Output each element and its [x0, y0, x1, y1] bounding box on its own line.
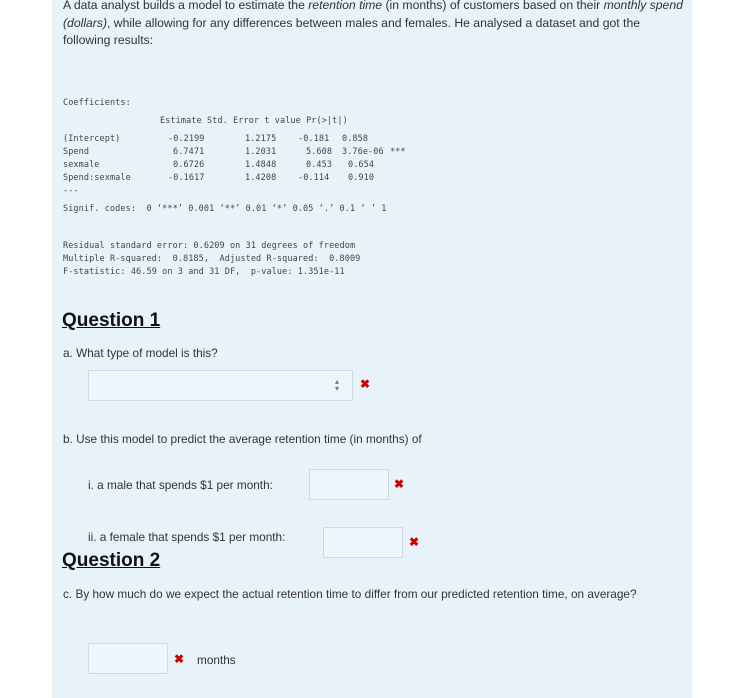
coef-row-term: (Intercept)	[63, 134, 121, 144]
intro-text	[63, 0, 688, 50]
coef-row-se: 1.4848	[245, 160, 277, 170]
signif-codes: Signif. codes: 0 ‘***’ 0.001 ‘**’ 0.01 ‘*’ 0.05 ‘.’ 0.1 ‘ ’ 1	[63, 204, 387, 214]
f-statistic-line: F-statistic: 46.59 on 3 and 31 DF, p-value: 1.351e-11	[63, 267, 345, 277]
coef-row-p: 3.76e-06	[342, 147, 384, 157]
coef-row-se: 1.2175	[245, 134, 277, 144]
coef-row-estimate: -0.2199	[168, 134, 205, 144]
residual-se-line: Residual standard error: 0.6209 on 31 degrees of freedom	[63, 241, 356, 251]
coef-row-t: 0.453	[306, 160, 333, 170]
female-prediction-input[interactable]	[323, 527, 403, 558]
coef-row-term: Spend	[63, 147, 90, 157]
model-type-select[interactable]	[88, 370, 353, 401]
coef-row-p: 0.858	[342, 134, 369, 144]
select-arrows-icon: ▴ ▾	[335, 377, 340, 393]
coef-row-p: 0.910	[348, 173, 375, 183]
question-1b-text: b. Use this model to predict the average retention time (in months) of	[63, 432, 422, 446]
x-mark-icon: ✖	[394, 477, 405, 491]
r-squared-line: Multiple R-squared: 0.8185, Adjusted R-squared: 0.8009	[63, 254, 361, 264]
x-mark-icon: ✖	[360, 377, 371, 391]
intro-emphasis-2: monthly spend (dollars)	[63, 0, 683, 30]
intro-emphasis-1: retention time	[308, 0, 383, 12]
coef-row-signif: ***	[390, 147, 406, 157]
coef-row-term: sexmale	[63, 160, 100, 170]
intro-part-3: , while allowing for any differences between males and females. He analysed a dataset and got the following results:	[63, 15, 640, 47]
question-1-title: Question 1	[62, 310, 161, 331]
coef-row-se: 1.2031	[245, 147, 277, 157]
coef-row-se: 1.4208	[245, 173, 277, 183]
coef-row-p: 0.654	[348, 160, 375, 170]
coef-row-estimate: 0.6726	[173, 160, 205, 170]
coef-row-term: Spend:sexmale	[63, 173, 131, 183]
question-1a-text: a. What type of model is this?	[63, 346, 218, 360]
question-1bi-text: i. a male that spends $1 per month:	[88, 478, 273, 492]
x-mark-icon: ✖	[409, 535, 420, 549]
coef-row-t: -0.114	[298, 173, 330, 183]
separator-line: ---	[63, 186, 79, 196]
question-2c-text: c. By how much do we expect the actual retention time to differ from our predicted retention time, on average?	[63, 587, 637, 601]
question-1bii-text: ii. a female that spends $1 per month:	[88, 530, 286, 544]
coef-row-estimate: 6.7471	[173, 147, 205, 157]
coef-table-header: Estimate Std. Error t value Pr(>|t|)	[160, 116, 348, 126]
coef-row-t: -0.181	[298, 134, 330, 144]
question-2-title: Question 2	[62, 550, 161, 571]
intro-part-1: A data analyst builds a model to estimate the	[63, 0, 309, 12]
months-unit-label: months	[197, 653, 236, 667]
retention-difference-input[interactable]	[88, 643, 168, 674]
coefficients-label: Coefficients:	[63, 98, 131, 108]
x-mark-icon: ✖	[174, 652, 185, 666]
male-prediction-input[interactable]	[309, 469, 389, 500]
coef-row-t: 5.608	[306, 147, 333, 157]
coef-row-estimate: -0.1617	[168, 173, 205, 183]
intro-part-2: (in months) of customers based on their	[382, 0, 604, 12]
